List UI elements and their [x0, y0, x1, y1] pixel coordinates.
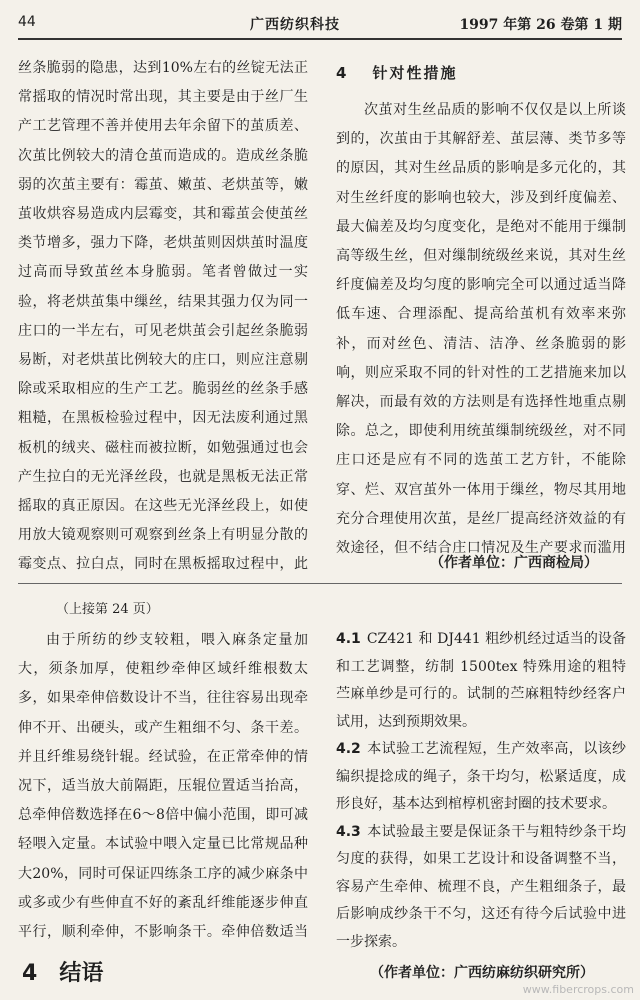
journal-title: 广西纺织科技 — [250, 17, 340, 33]
bottom-left-column — [18, 626, 308, 950]
continued-from-note: （上接第 24 页） — [56, 602, 159, 617]
section-heading-measures — [336, 62, 457, 83]
item-text: 本试验工艺流程短，生产效率高，以该纱编织提捻成的绳子，条干均匀，松紧适度，成形良好，基本达到棺椁机密封圈的技术要求。 — [336, 741, 626, 812]
top-right-column — [336, 96, 626, 562]
section-number: 4 — [336, 64, 349, 82]
issue-info: 1997 年第 26 卷第 1 期 — [459, 17, 622, 33]
item-number: 4.1 — [336, 631, 361, 647]
mid-rule — [18, 583, 622, 584]
section-number: 4 — [22, 961, 38, 986]
conclusion-item — [336, 626, 626, 736]
item-text: 本试验最主要是保证条干与粗特纱条干均匀度的获得，如果工艺设计和设备调整不当，容易产生牵伸、梳理不良，产生粗细条子，最后影响成纱条干不匀，这还有待今后试验中进一步探索。 — [336, 823, 626, 950]
author-affiliation-bottom: （作者单位：广西纺麻纺织研究所） — [370, 965, 594, 981]
watermark: www.fibercrops.com — [522, 983, 634, 996]
top-left-column — [18, 54, 308, 574]
section-title: 针对性措施 — [372, 64, 458, 82]
author-affiliation-top: （作者单位：广西商检局） — [430, 555, 598, 571]
conclusion-item — [336, 819, 626, 951]
page-header — [18, 8, 622, 38]
item-text: CZ421 和 DJ441 粗纱机经过适当的设备和工艺调整，纺制 1500tex 特殊用途的粗特苎麻单纱是可行的。试制的苎麻粗特纱经客户试用，达到预期效果。 — [336, 631, 626, 730]
header-rule — [18, 38, 622, 40]
page-number: 44 — [18, 14, 36, 30]
section-title: 结语 — [59, 961, 104, 986]
measures-paragraph: 次茧对生丝品质的影响不仅仅是以上所谈到的，次茧由于其解舒差、茧层薄、类节多等的原因，其对生丝品质的影响是多元化的，其对生丝纤度的影响也较大，涉及到纤度偏差、最大偏差及均匀度变化，是绝对不能用于缫制高等级生丝，但对缫制统级丝来说，其对生丝纤度偏差及均匀度的影响完全可以通过适当降低车速、合理添配、提高给茧机有效率来弥补，而对丝色、清洁、洁净、丝条脆弱的影响，则应采取不同的针对性的工艺措施来加以解决，而最有效的方法则是有选择性地重点剔除。总之，即使利用统茧缫制统级丝，对不同庄口还是应有不同的选茧工艺方针，不能除穿、烂、双宫茧外一体用于缫丝，物尽其用地充分合理使用次茧，是丝厂提高经济效益的有效途径，但不结合庄口情况及生产要求而滥用 — [336, 102, 626, 557]
bottom-left-paragraph: 由于所纺的纱支较粗，喂入麻条定量加大，须条加厚，使粗纱牵伸区域纤维根数太多，如果牵伸倍数设计不当，往往容易出现牵伸不开、出硬头，或产生粗细不匀、条干差。并且纤维易绕针辊。经试验，在正常牵伸的情况下，适当放大前隔距，压辊位置适当抬高，总牵伸倍数选择在6～8倍中偏小范围，即可减轻喂入定量。本试验中喂入定量已比常规品种大20%，同时可保证四练条工序的减少麻条中或多或少有些伸直不好的紊乱纤维能逐步伸直平行，顺利牵伸，不影响条干。牵伸倍数适当 — [18, 632, 308, 941]
section-heading-conclusion — [22, 956, 103, 987]
bottom-right-column — [336, 626, 626, 950]
item-number: 4.3 — [336, 823, 361, 840]
conclusion-item — [336, 736, 626, 819]
top-left-paragraph: 丝条脆弱的隐患，达到10%左右的丝锭无法正常摇取的情况时常出现，其主要是由于丝厂生产工艺管理不善并使用去年余留下的茧质差、次茧比例较大的清仓茧而造成的。造成丝条脆弱的次茧主要有：霉茧、嫩茧、老烘茧等，嫩茧收烘容易造成内层霉变，其和霉茧会使茧丝类节增多，强力下降，老烘茧则因烘茧时温度过高而导致茧丝本身脆弱。笔者曾做过一实验，将老烘茧集中缫丝，结果其强力仅为同一庄口的一半左右，可见老烘茧会引起丝条脆弱易断，对老烘茧比例较大的庄口，则应注意剔除或采取相应的生产工艺。脆弱丝的丝条手感粗糙，在黑板检验过程中，因无法废利通过黑板机的绒夹、磁柱而被拉断，如勉强通过也会产生拉白的无光泽丝段，也就是黑板无法正常摇取的真正原因。在这些无光泽丝段上，如使用放大镜观察则可观察到丝条上有明显分散的霉变点、拉白点，同时在黑板摇取过程中，此 — [18, 60, 308, 573]
item-number: 4.2 — [336, 741, 361, 757]
